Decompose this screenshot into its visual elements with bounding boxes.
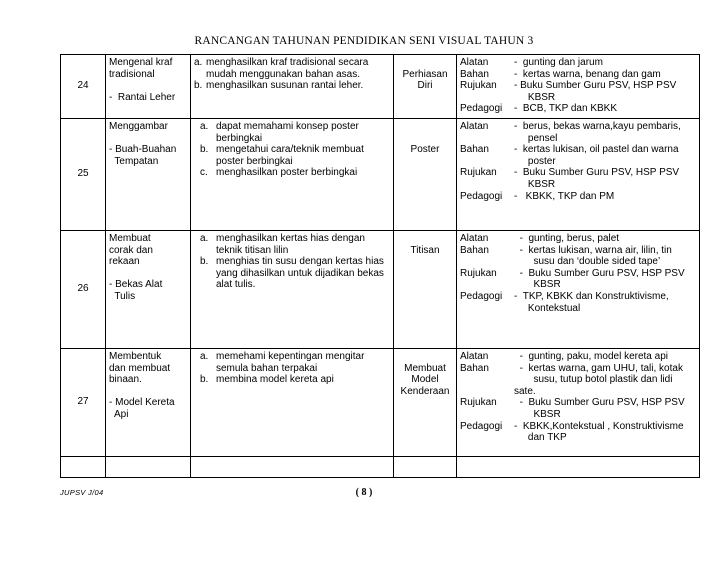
objective-label: b. <box>200 256 209 268</box>
objective-text: menghias tin susu dengan kertas hias yang dihasilkan untuk dijadikan bekas alat tulis. <box>216 256 384 291</box>
resources-cell <box>457 55 700 119</box>
activity-line <box>397 233 453 245</box>
resource-value: - gunting dan jarum <box>514 57 603 68</box>
resource-value: - gunting, paku, model kereta api <box>514 350 668 362</box>
objective-text: menghasilkan susunan rantai leher. <box>206 80 364 92</box>
activity-line <box>397 351 453 363</box>
topic-line: - Buah-Buahan <box>109 144 177 156</box>
table-row <box>61 230 700 348</box>
topic-line <box>109 386 187 398</box>
resource-key: Rujukan <box>460 167 497 179</box>
topic-line: - Model Kereta <box>109 397 175 409</box>
topic-line: Mengenal kraf <box>109 57 173 68</box>
objective-text: memehami kepentingan mengitar semula bahan terpakai <box>216 350 365 374</box>
resource-value: - kertas warna, gam UHU, tali, kotak susu, tutup botol plastik dan lidi sate. <box>514 362 683 397</box>
objective-text: menghasilkan poster berbingkai <box>216 167 358 179</box>
topic-line: binaan. <box>109 374 142 386</box>
activity-line <box>397 121 453 133</box>
topic-line: Membuat <box>109 232 151 244</box>
document-code: JUPSV J/04 <box>60 488 104 497</box>
week-number: 27 <box>61 348 106 456</box>
resource-value: - KBKK,Kontekstual , Konstruktivisme dan TKP <box>514 420 684 444</box>
empty-cell <box>457 456 700 477</box>
resources-cell <box>457 118 700 230</box>
objective-item <box>194 167 390 179</box>
resource-key: Pedagogi <box>460 290 503 302</box>
empty-row <box>61 456 700 477</box>
topic-line: Menggambar <box>109 120 168 132</box>
resource-key: Pedagogi <box>460 103 503 115</box>
topic-cell <box>106 348 191 456</box>
objective-label: b. <box>194 80 203 92</box>
topic-line <box>109 268 187 280</box>
yearly-plan-table <box>60 54 700 478</box>
resource-value: - kertas lukisan, oil pastel dan warna poster <box>514 144 679 167</box>
activity-line: Diri <box>417 80 433 92</box>
objective-item <box>194 374 390 386</box>
objective-label: c. <box>200 167 208 179</box>
resource-value: - Buku Sumber Guru PSV, HSP PSV KBSR <box>514 167 680 190</box>
objective-label: a. <box>200 350 209 362</box>
resource-value: - BCB, TKP dan KBKK <box>514 103 618 115</box>
activity-cell <box>394 55 457 119</box>
resource-key: Alatan <box>460 120 489 132</box>
topic-cell <box>106 230 191 348</box>
empty-cell <box>61 456 106 477</box>
page-title: RANCANGAN TAHUNAN PENDIDIKAN SENI VISUAL TAHUN 3 <box>194 35 534 47</box>
activity-cell <box>394 230 457 348</box>
objective-item <box>194 80 390 92</box>
resource-key: Bahan <box>460 362 489 374</box>
topic-line: Tempatan <box>109 155 159 167</box>
activity-line: Poster <box>410 144 440 156</box>
topic-line: - Rantai Leher <box>109 91 176 103</box>
topic-line: dan membuat <box>109 362 171 374</box>
week-number: 25 <box>61 118 106 230</box>
week-number: 24 <box>61 55 106 119</box>
activity-cell <box>394 118 457 230</box>
resource-value: - Buku Sumber Guru PSV, HSP PSV KBSR <box>514 80 677 103</box>
empty-cell <box>394 456 457 477</box>
activity-cell <box>394 348 457 456</box>
objective-label: a. <box>200 232 209 244</box>
objective-label: b. <box>200 374 209 386</box>
resource-key: Alatan <box>460 350 489 362</box>
week-number: 26 <box>61 230 106 348</box>
topic-line: Membentuk <box>109 350 162 362</box>
resource-value: - Buku Sumber Guru PSV, HSP PSV KBSR <box>519 397 685 420</box>
objective-text: dapat memahami konsep poster berbingkai <box>216 120 359 144</box>
objective-text: membina model kereta api <box>216 374 334 386</box>
topic-line: rekaan <box>109 256 140 268</box>
resource-key: Alatan <box>460 57 489 68</box>
topic-line: Api <box>109 408 129 420</box>
empty-cell <box>191 456 394 477</box>
topic-cell <box>106 118 191 230</box>
activity-line <box>397 133 453 145</box>
resource-value: - TKP, KBKK dan Konstruktivisme, Kontekstual <box>514 290 669 314</box>
resource-value: - kertas lukisan, warna air, lilin, tin susu dan ‘double sided tape’ <box>519 244 672 268</box>
resource-value: - kertas warna, benang dan gam <box>514 68 661 80</box>
activity-line: Perhiasan <box>402 68 448 80</box>
resource-key: Rujukan <box>460 80 497 92</box>
objective-label: a. <box>194 57 203 68</box>
resource-key: Pedagogi <box>460 420 503 432</box>
objective-item <box>194 256 390 291</box>
resource-value: - berus, bekas warna,kayu pembaris, pensel <box>514 120 681 144</box>
resource-value: - KBKK, TKP dan PM <box>514 190 615 202</box>
resource-value: - gunting, berus, palet <box>514 232 620 244</box>
topic-line: tradisional <box>109 68 155 80</box>
table-row <box>61 118 700 230</box>
objective-item <box>194 57 390 80</box>
objective-text: menghasilkan kraf tradisional secara mudah menggunakan bahan asas. <box>206 57 369 80</box>
activity-line: Membuat <box>404 362 446 374</box>
activity-line: Kenderaan <box>400 385 450 397</box>
topic-line: - Bekas Alat <box>109 279 163 291</box>
topic-line: Tulis <box>109 290 136 302</box>
resource-key: Rujukan <box>460 267 497 279</box>
objective-text: menghasilkan kertas hias dengan teknik titisan lilin <box>216 232 365 256</box>
topic-line <box>109 133 187 145</box>
activity-line: Model <box>411 374 439 386</box>
topic-line: corak dan <box>109 244 153 256</box>
resource-key: Alatan <box>460 232 489 244</box>
resource-key: Pedagogi <box>460 190 503 202</box>
resource-key: Rujukan <box>460 397 497 409</box>
page-number: ( 8 ) <box>355 487 373 498</box>
objective-text: mengetahui cara/teknik membuat poster berbingkai <box>216 144 364 167</box>
objectives-cell <box>191 55 394 119</box>
objectives-cell <box>191 118 394 230</box>
resource-key: Bahan <box>460 144 489 156</box>
objective-label: b. <box>200 144 209 156</box>
table-row <box>61 348 700 456</box>
resource-value: - Buku Sumber Guru PSV, HSP PSV KBSR <box>519 267 685 291</box>
objectives-cell <box>191 348 394 456</box>
resource-key: Bahan <box>460 244 489 256</box>
objective-item <box>194 144 390 167</box>
objective-label: a. <box>200 120 209 132</box>
objectives-cell <box>191 230 394 348</box>
topic-line <box>109 80 187 92</box>
objective-item <box>194 121 390 144</box>
objective-item <box>194 351 390 374</box>
resource-key: Bahan <box>460 68 489 80</box>
empty-cell <box>106 456 191 477</box>
topic-cell <box>106 55 191 119</box>
table-row <box>61 55 700 119</box>
activity-line: Titisan <box>410 244 440 256</box>
activity-line <box>397 57 453 69</box>
resources-cell <box>457 230 700 348</box>
resources-cell <box>457 348 700 456</box>
objective-item <box>194 233 390 256</box>
